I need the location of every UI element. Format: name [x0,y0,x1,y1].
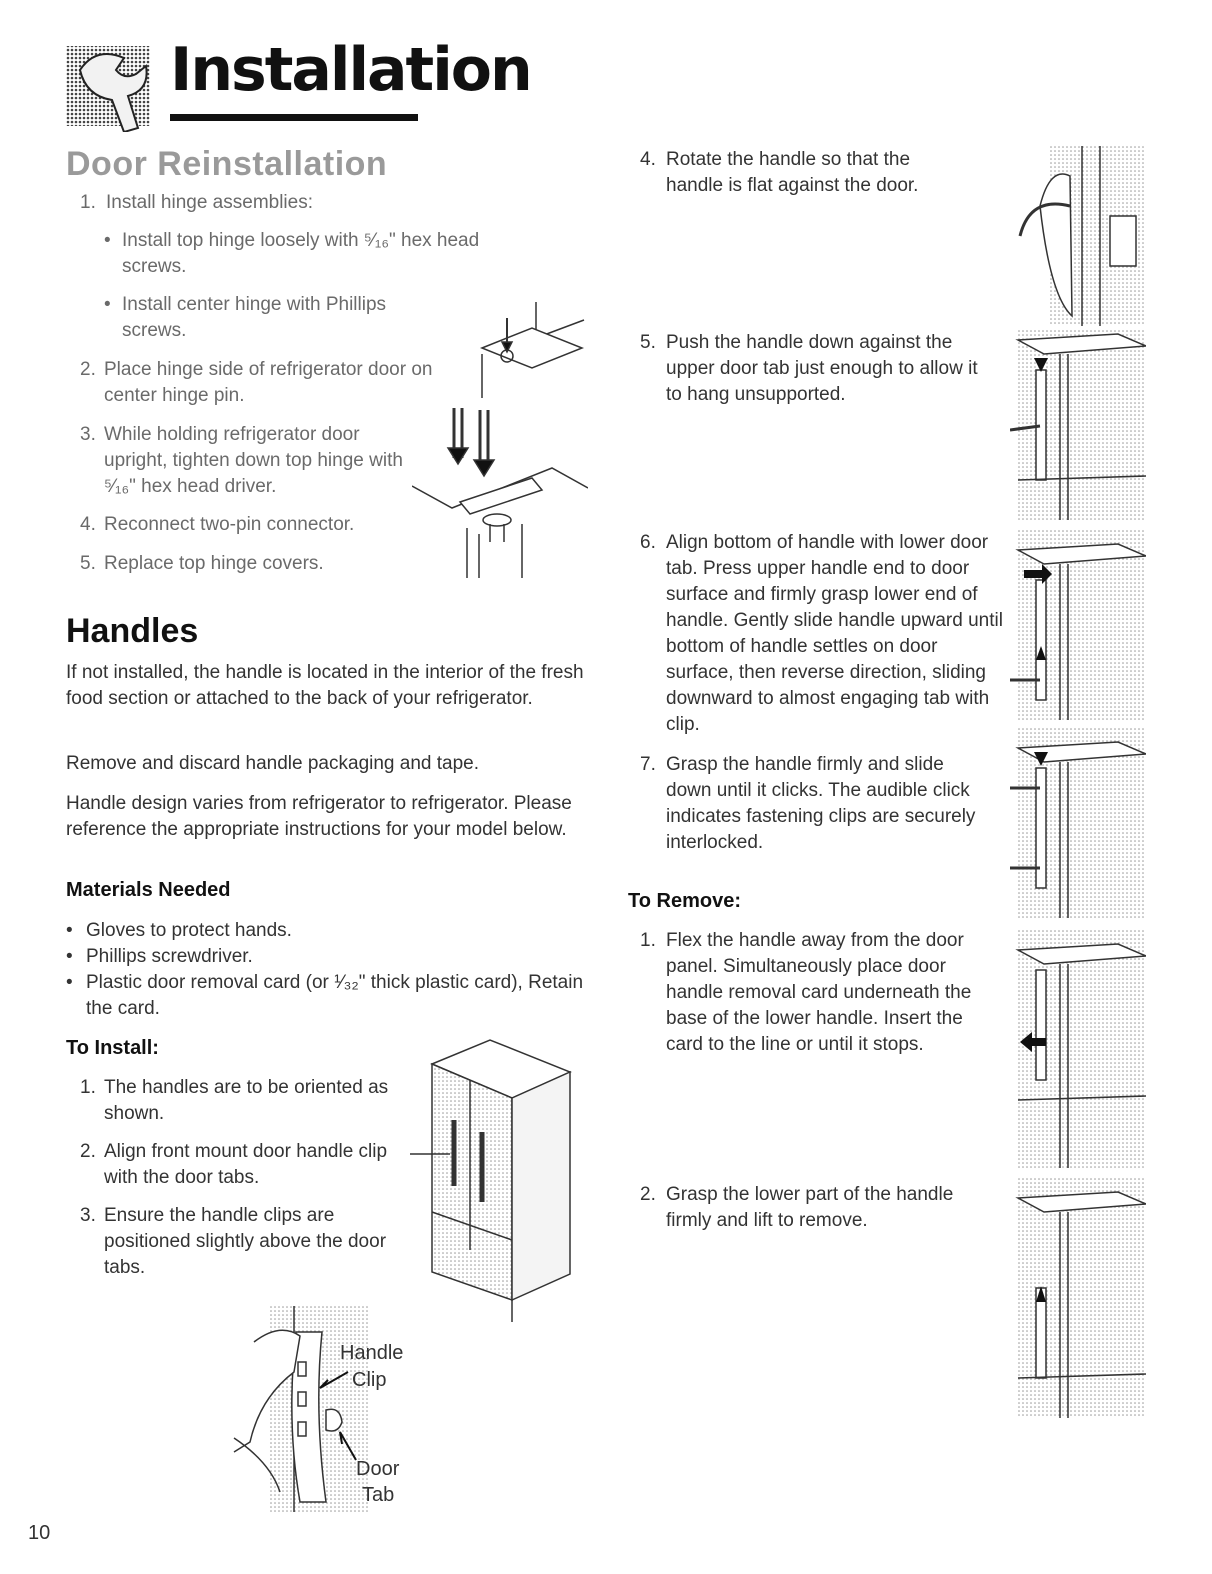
step-text: Push the handle down against the upper door tab just enough to allow it to hang unsupported. [666,332,978,405]
step-text: While holding refrigerator door upright, tighten down top hinge with ⁵⁄₁₆" hex head driver. [104,424,403,497]
door-step-4 [80,512,420,538]
install-step-2 [80,1139,400,1191]
remove-step-1 [640,928,1000,1058]
step-number: 4. [640,149,656,170]
title-underline [170,114,418,121]
door-step-1 [80,190,313,216]
bullet-text: Install top hinge loosely with ⁵⁄₁₆" hex head screws. [122,230,480,277]
door-bullet-2 [104,292,424,344]
push-handle-down-illustration [1010,330,1146,520]
handle-step-6 [640,530,1010,738]
install-step-3 [80,1203,400,1281]
door-step-3 [80,422,420,500]
materials-heading: Materials Needed [66,879,231,901]
materials-item-3 [66,970,586,1022]
materials-item-2 [66,944,586,970]
door-bullet-1 [104,228,524,280]
step-text: Rotate the handle so that the handle is flat against the door. [666,149,919,196]
door-step-5 [80,551,420,577]
bullet-icon: • [66,946,73,967]
rotate-handle-illustration [1010,146,1146,326]
step-text: Flex the handle away from the door panel. Simultaneously place door handle removal card underneath the base of the lower handle. Insert the card to the line or until it stops. [666,930,972,1055]
step-number: 5. [80,553,96,574]
remove-card-illustration [1010,930,1146,1168]
step-number: 1. [640,930,656,951]
step-text: Grasp the handle firmly and slide down until it clicks. The audible click indicates fastening clips are securely interlocked. [666,754,976,853]
step-number: 3. [80,1205,96,1226]
slide-handle-down-illustration [1010,728,1146,918]
step-text: Grasp the lower part of the handle firmly and lift to remove. [666,1184,954,1231]
step-number: 4. [80,514,96,535]
handles-paragraph-1: If not installed, the handle is located in the interior of the fresh food section or attached to the back of your refrigerator. [66,662,584,709]
step-number: 2. [80,1141,96,1162]
door-label: Door [356,1458,400,1480]
handle-label: Handle [340,1342,404,1364]
handle-step-4 [640,147,960,199]
step-number: 5. [640,332,656,353]
page-number: 10 [28,1522,51,1544]
remove-step-2 [640,1182,1000,1234]
materials-item-1 [66,918,586,944]
handle-step-7 [640,752,990,856]
page-title: Installation [170,35,531,105]
step-number: 3. [80,424,96,445]
materials-item-text: Phillips screwdriver. [86,946,253,967]
handles-paragraph-2: Remove and discard handle packaging and tape. [66,753,480,774]
clip-label: Clip [352,1369,387,1391]
door-step-2 [80,357,450,409]
step-number: 6. [640,532,656,553]
step-number: 1. [80,1077,96,1098]
door-reinstallation-heading: Door Reinstallation [66,145,388,183]
step-number: 2. [640,1184,656,1205]
tab-label: Tab [362,1484,395,1506]
handles-paragraph-3: Handle design varies from refrigerator to refrigerator. Please reference the appropriate instructions for your model below. [66,793,572,840]
step-text: Align bottom of handle with lower door tab. Press upper handle end to door surface and firmly grasp lower end of handle. Gently slide handle upward until bottom of handle settles on door surface, then reverse direction, sliding downward to almost engaging tab with clip. [666,532,1003,735]
step-number: 1. [80,192,96,213]
handles-heading: Handles [66,612,199,650]
lift-handle-illustration [1010,1178,1146,1418]
step-text: Place hinge side of refrigerator door on center hinge pin. [104,359,433,406]
step-text: Replace top hinge covers. [104,553,324,574]
step-text: Reconnect two-pin connector. [104,514,355,535]
to-remove-heading: To Remove: [628,890,741,912]
bullet-icon: • [66,972,73,993]
handle-step-5 [640,330,990,408]
step-text: Align front mount door handle clip with the door tabs. [104,1141,388,1188]
wrench-icon [66,40,154,132]
bullet-icon: • [104,230,111,251]
to-install-heading: To Install: [66,1037,159,1059]
step-number: 2. [80,359,96,380]
step-text: Install hinge assemblies: [106,192,313,213]
bullet-icon: • [104,294,111,315]
step-number: 7. [640,754,656,775]
refrigerator-orientation-illustration [410,1036,576,1326]
materials-item-text: Gloves to protect hands. [86,920,292,941]
bullet-icon: • [66,920,73,941]
materials-item-text: Plastic door removal card (or ¹⁄₃₂" thick plastic card), Retain the card. [86,972,584,1019]
step-text: Ensure the handle clips are positioned slightly above the door tabs. [104,1205,387,1278]
bullet-text: Install center hinge with Phillips screws. [122,294,387,341]
step-text: The handles are to be oriented as shown. [104,1077,389,1124]
install-step-1 [80,1075,400,1127]
hinge-illustration [412,298,588,580]
align-handle-illustration [1010,530,1146,720]
